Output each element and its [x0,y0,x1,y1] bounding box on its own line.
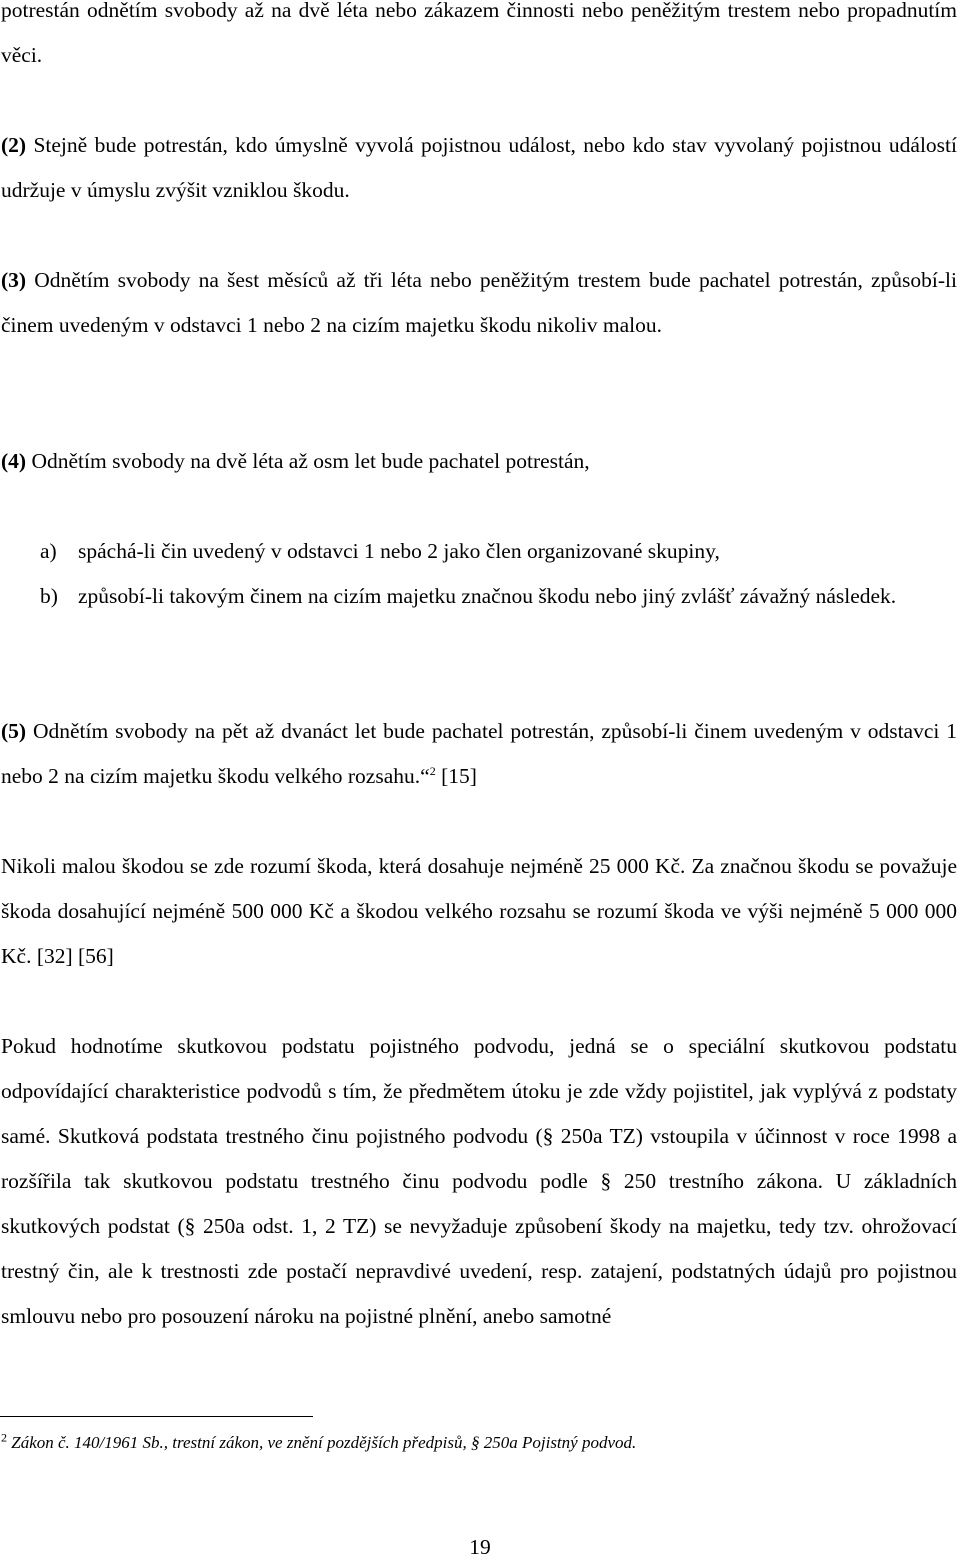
paragraph-text: Odnětím svobody na dvě léta až osm let bude pachatel potrestán, [26,449,590,473]
list-item [40,574,957,619]
paragraph-3 [1,258,957,348]
paragraph-number: (5) [1,719,27,743]
paragraph-text: Odnětím svobody na šest měsíců až tři léta nebo peněžitým trestem bude pachatel potrestán, způsobí-li činem uvedeným v odstavci 1 nebo 2 na cizím majetku škodu nikoliv malou. [1,268,957,337]
paragraph-text: Stejně bude potrestán, kdo úmyslně vyvolá pojistnou událost, nebo kdo stav vyvolaný pojistnou událostí udržuje v úmyslu zvýšit vzniklou škodu. [1,133,957,202]
paragraph-number: (4) [1,449,27,473]
paragraph-text: Odnětím svobody na pět až dvanáct let bude pachatel potrestán, způsobí-li činem uvedeným v odstavci 1 nebo 2 na cizím majetku škodu velkého rozsahu.“ [1,719,957,788]
list-item-text: spáchá-li čin uvedený v odstavci 1 nebo 2 jako člen organizované skupiny, [78,539,720,563]
footnote-number: 2 [1,1430,7,1445]
paragraph-number: (2) [1,133,27,157]
list-item [40,529,957,574]
paragraph-continuation [1,0,957,78]
footnote-separator [0,1416,313,1417]
paragraph-analysis [1,1024,957,1339]
paragraph-text: Nikoli malou škodou se zde rozumí škoda, která dosahuje nejméně 25 000 Kč. Za značnou škodu se považuje škoda dosahující nejméně 500 000 Kč a škodou velkého rozsahu se rozumí škoda ve výši nejméně 5 000 000 Kč. [32] [56] [1,854,957,968]
citation-text: [15] [435,764,477,788]
footnote [1,1430,957,1456]
list-item-marker: b) [40,584,58,608]
paragraph-text: potrestán odnětím svobody až na dvě léta nebo zákazem činnosti nebo peněžitým trestem nebo propadnutím věci. [1,0,957,67]
list-item-marker: a) [40,539,57,563]
footnote-reference: 2 [429,763,436,778]
paragraph-5 [1,709,957,799]
page-number: 19 [469,1535,491,1559]
list-item-text: způsobí-li takovým činem na cizím majetku značnou škodu nebo jiný zvlášť závažný následek. [78,584,897,608]
paragraph-4 [1,439,957,484]
paragraph-number: (3) [1,268,27,292]
paragraph-text: Pokud hodnotíme skutkovou podstatu pojistného podvodu, jedná se o speciální skutkovou podstatu odpovídající charakteristice podvodů s tím, že předmětem útoku je zde vždy pojistitel, jak vyplývá z podstaty samé. Skutková podstata trestného činu pojistného podvodu (§ 250a TZ) vstoupila v účinnost v roce 1998 a rozšířila tak skutkovou podstatu trestného činu podvodu podle § 250 trestního zákona. U základních skutkových podstat (§ 250a odst. 1, 2 TZ) se nevyžaduje způsobení škody na majetku, tedy tzv. ohrožovací trestný čin, ale k trestnosti zde postačí nepravdivé uvedení, resp. zatajení, podstatných údajů pro pojistnou smlouvu nebo pro posouzení nároku na pojistné plnění, anebo samotné [1,1034,957,1328]
footnote-text: Zákon č. 140/1961 Sb., trestní zákon, ve znění pozdějších předpisů, § 250a Pojistný podvod. [7,1433,637,1452]
paragraph-damage-definition [1,844,957,979]
paragraph-2 [1,123,957,213]
